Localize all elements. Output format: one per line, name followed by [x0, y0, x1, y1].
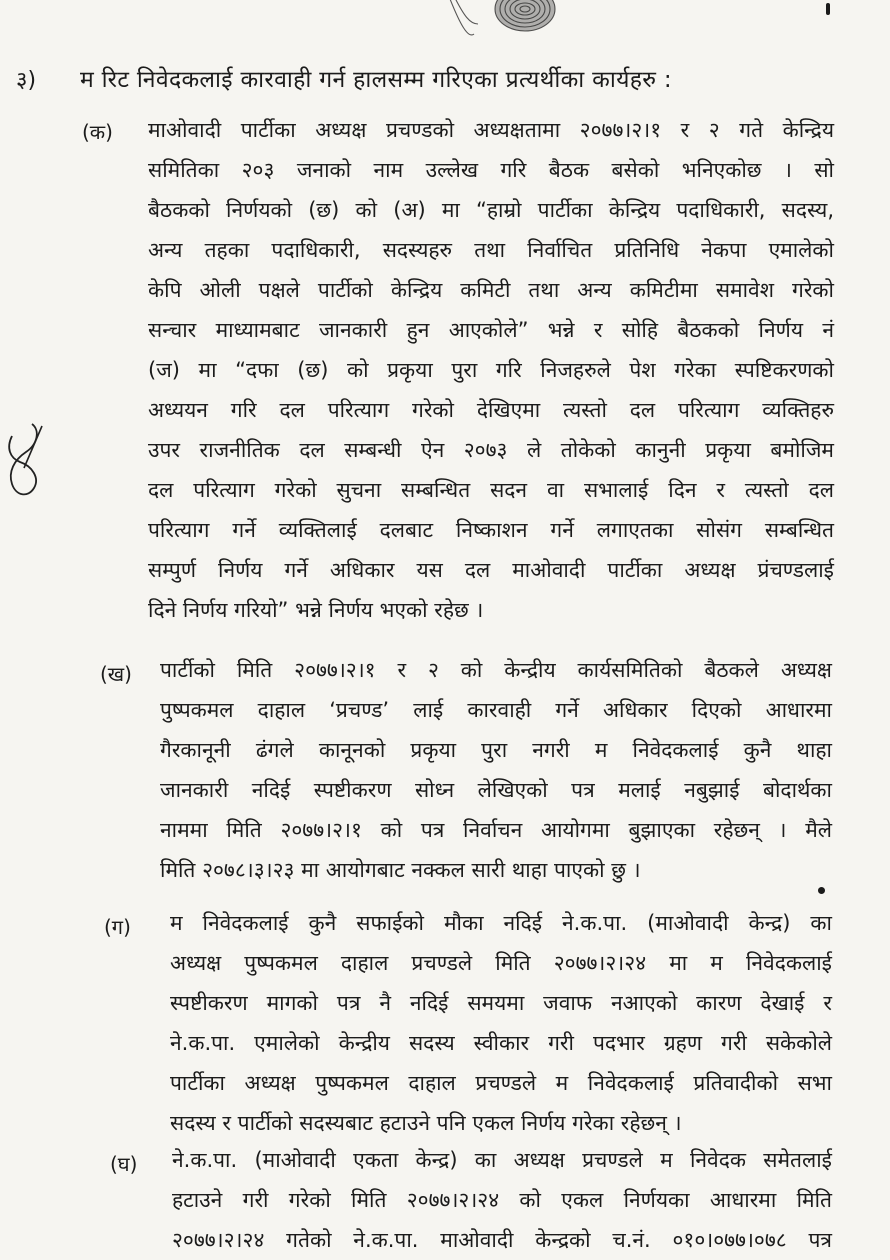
text-line: अन्य तहका पदाधिकारी, सदस्यहरु तथा निर्वाचित प्रतिनिधि नेकपा एमालेको	[148, 238, 834, 262]
text-line: अध्यक्ष पुष्पकमल दाहाल प्रचण्डले मिति २०७७।२।२४ मा म निवेदकलाई	[170, 951, 832, 975]
text-line: गैरकानूनी ढंगले कानूनको प्रकृया पुरा नगरी म निवेदकलाई कुनै थाहा	[160, 738, 832, 762]
text-line: दल परित्याग गरेको सुचना सम्बन्धित सदन वा सभालाई दिन र त्यस्तो दल	[148, 478, 834, 502]
text-line: सदस्य र पार्टीको सदस्यबाट हटाउने पनि एकल निर्णय गरेका रहेछन् ।	[170, 1111, 682, 1135]
text-line: जानकारी नदिई स्पष्टीकरण सोध्न लेखिएको पत्र मलाई नबुझाई बोदार्थका	[160, 778, 832, 802]
section-heading	[0, 58, 890, 98]
text-line: पार्टीका अध्यक्ष पुष्पकमल दाहाल प्रचण्डले म निवेदकलाई प्रतिवादीको सभा	[170, 1071, 832, 1095]
text-line: माओवादी पार्टीका अध्यक्ष प्रचण्डको अध्यक्षतामा २०७७।२।१ र २ गते केन्द्रिय	[148, 118, 834, 142]
item-body	[172, 1140, 832, 1260]
item-body	[170, 903, 832, 1143]
section-title: म रिट निवेदकलाई कारवाही गर्न हालसम्म गरिएका प्रत्यर्थीका कार्यहरु :	[80, 67, 672, 93]
text-line: उपर राजनीतिक दल सम्बन्धी ऐन २०७३ ले तोकेको कानुनी प्रकृया बमोजिम	[148, 438, 834, 462]
text-line: हटाउने गरी गरेको मिति २०७७।२।२४ को एकल निर्णयका आधारमा मिति	[172, 1188, 832, 1212]
text-line: (ज) मा “दफा (छ) को प्रकृया पुरा गरि निजहरुले पेश गरेका स्पष्टिकरणको	[148, 358, 834, 382]
text-line: समितिका २०३ जनाको नाम उल्लेख गरि बैठक बसेको भनिएकोछ । सो	[148, 158, 834, 182]
item-label: (ख)	[100, 662, 132, 686]
item-label: (घ)	[110, 1152, 138, 1176]
text-line: बैठकको निर्णयको (छ) को (अ) मा “हाम्रो पार्टीका केन्द्रिय पदाधिकारी, सदस्य,	[148, 198, 834, 222]
text-line: म निवेदकलाई कुनै सफाईको मौका नदिई ने.क.पा. (माओवादी केन्द्र) का	[170, 911, 832, 935]
item-body	[160, 650, 832, 890]
text-line: मिति २०७८।३।२३ मा आयोगबाट नक्कल सारी थाहा पाएको छु ।	[160, 858, 641, 882]
stray-mark	[826, 3, 830, 15]
section-number: ३)	[16, 68, 37, 93]
margin-signature-icon	[2, 418, 46, 508]
text-line: पुष्पकमल दाहाल ‘प्रचण्ड’ लाई कारवाही गर्ने अधिकार दिएको आधारमा	[160, 698, 832, 722]
item-label: (क)	[82, 120, 113, 144]
text-line: सम्पुर्ण निर्णय गर्ने अधिकार यस दल माओवादी पार्टीका अध्यक्ष प्रंचण्डलाई	[148, 558, 834, 582]
text-line: नाममा मिति २०७७।२।१ को पत्र निर्वाचन आयोगमा बुझाएका रहेछन् । मैले	[160, 818, 832, 842]
text-line: पार्टीको मिति २०७७।२।१ र २ को केन्द्रीय कार्यसमितिको बैठकले अध्यक्ष	[160, 658, 832, 682]
text-line: अध्ययन गरि दल परित्याग गरेको देखिएमा त्यस्तो दल परित्याग व्यक्तिहरु	[148, 398, 834, 422]
text-line: स्पष्टीकरण मागको पत्र नै नदिई समयमा जवाफ नआएको कारण देखाई र	[170, 991, 832, 1015]
text-line: ने.क.पा. (माओवादी एकता केन्द्र) का अध्यक्ष प्रचण्डले म निवेदक समेतलाई	[172, 1148, 832, 1172]
text-line: २०७७।२।२४ गतेको ने.क.पा. माओवादी केन्द्रको च.नं. ०१०।०७७।०७८ पत्र	[172, 1228, 832, 1252]
text-line: सन्चार माध्यामबाट जानकारी हुन आएकोले” भन्ने र सोहि बैठकको निर्णय नं	[148, 318, 834, 342]
item-body	[148, 110, 834, 630]
text-line: परित्याग गर्ने व्यक्तिलाई दलबाट निष्काशन गर्ने लगाएतका सोसंग सम्बन्धित	[148, 518, 834, 542]
text-line: दिने निर्णय गरियो” भन्ने निर्णय भएको रहेछ ।	[148, 598, 484, 622]
item-label: (ग)	[104, 915, 131, 939]
fingerprint-icon	[440, 0, 560, 64]
text-line: ने.क.पा. एमालेको केन्द्रीय सदस्य स्वीकार गरी पदभार ग्रहण गरी सकेकोले	[170, 1031, 832, 1055]
text-line: केपि ओली पक्षले पार्टीको केन्द्रिय कमिटी तथा अन्य कमिटीमा समावेश गरेको	[148, 278, 834, 302]
